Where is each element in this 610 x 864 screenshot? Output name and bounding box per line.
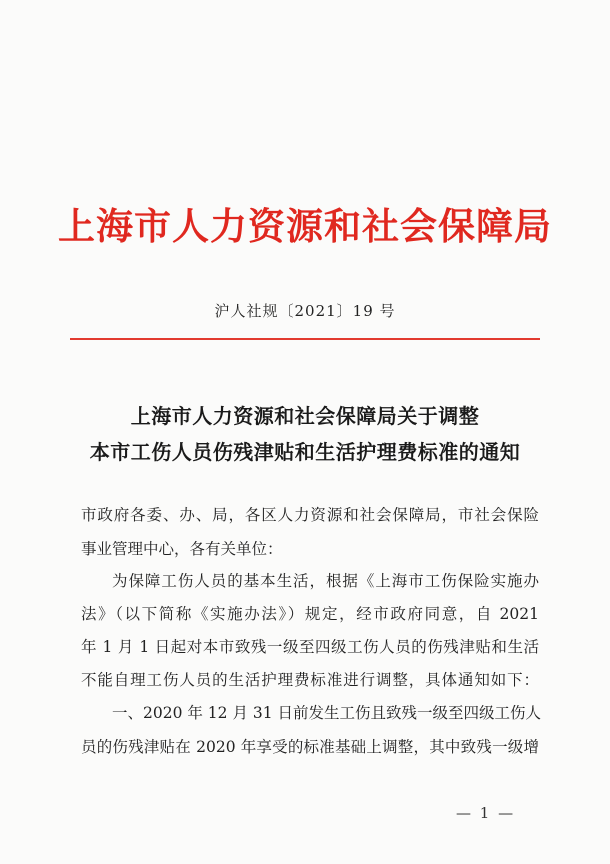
body-line-paragraph-1-start: 为保障工伤人员的基本生活，根据《上海市工伤保险实施办 xyxy=(112,572,539,590)
page-number: — 1 — xyxy=(456,804,516,822)
notice-title-line-2: 本市工伤人员伤残津贴和生活护理费标准的通知 xyxy=(89,440,521,464)
body-line-paragraph-1: 年 1 月 1 日起对本市致残一级至四级工伤人员的伤残津贴和生活 xyxy=(81,638,539,656)
document-number: 沪人社规〔2021〕19 号 xyxy=(214,302,396,320)
notice-title-line-1: 上海市人力资源和社会保障局关于调整 xyxy=(130,404,480,428)
body-line-paragraph-1: 不能自理工伤人员的生活护理费标准进行调整，具体通知如下： xyxy=(81,671,539,689)
body-line-section-1-start: 一、2020 年 12 月 31 日前发生工伤且致残一级至四级工伤人 xyxy=(112,704,542,722)
body-line-paragraph-1: 法》（以下简称《实施办法》）规定，经市政府同意，自 2021 xyxy=(81,605,539,623)
red-divider-line xyxy=(70,338,540,340)
body-line-section-1: 员的伤残津贴在 2020 年享受的标准基础上调整，其中致残一级增 xyxy=(81,738,539,756)
letterhead-title: 上海市人力资源和社会保障局 xyxy=(58,205,552,248)
body-line-addressee-2: 事业管理中心，各有关单位： xyxy=(81,540,283,558)
body-line-addressee-1: 市政府各委、办、局，各区人力资源和社会保障局，市社会保险 xyxy=(81,506,539,524)
